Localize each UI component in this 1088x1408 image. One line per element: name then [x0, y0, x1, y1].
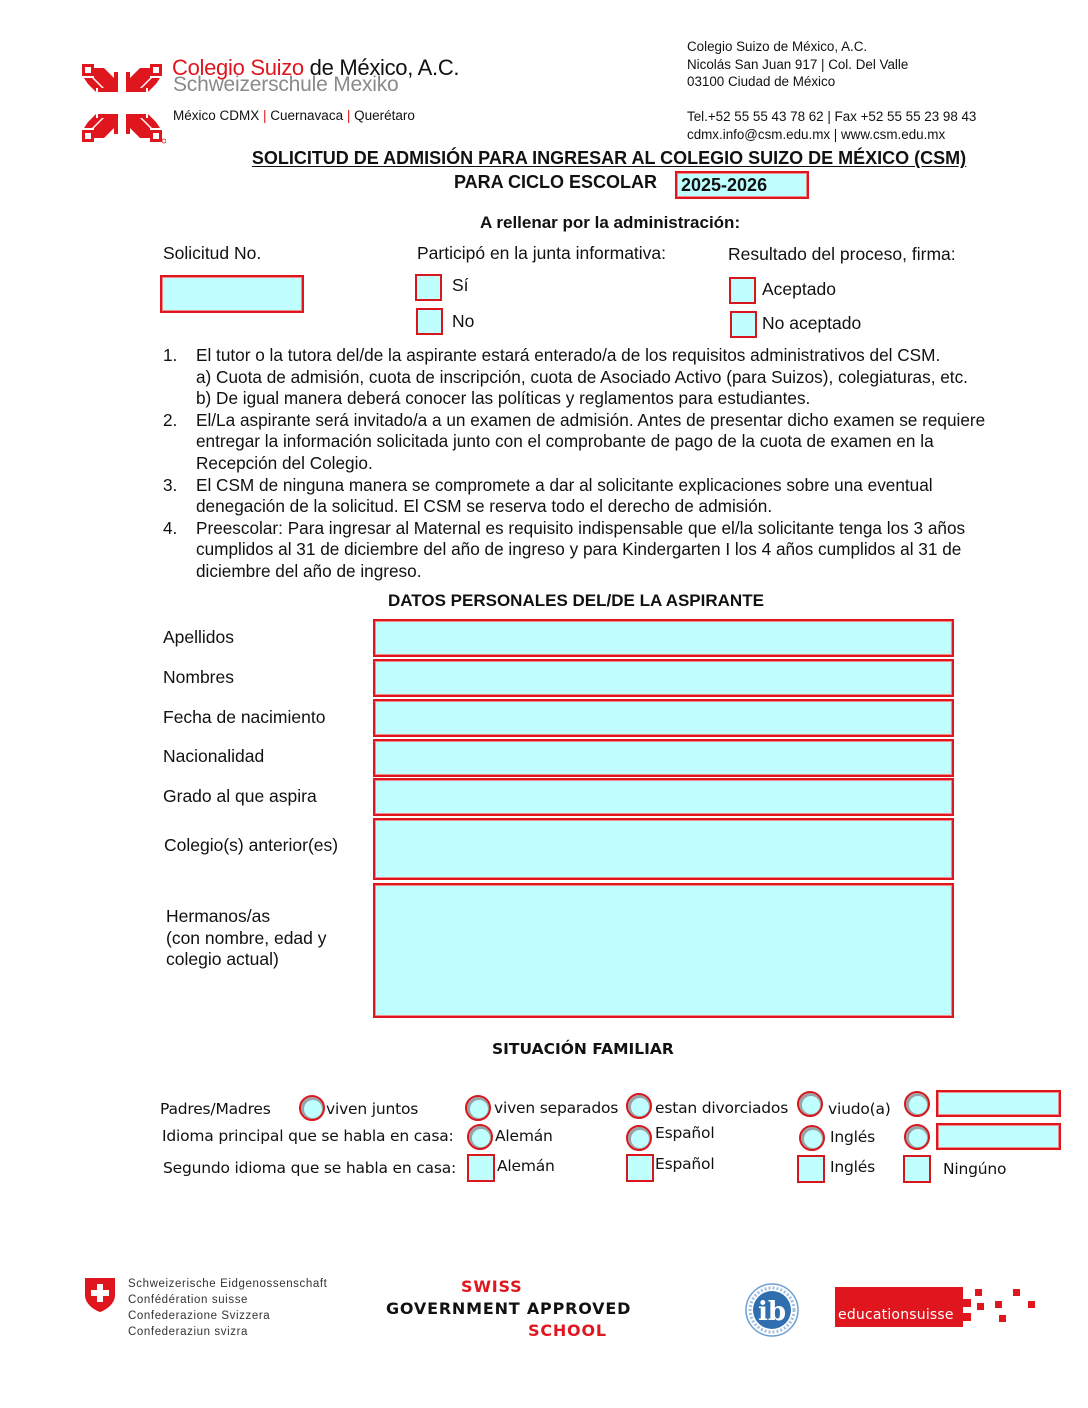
padres-juntos-label: viven juntos [326, 1100, 419, 1118]
school-subname: Schweizerschule Mexiko [173, 73, 399, 96]
nombres-label: Nombres [163, 667, 234, 687]
educationsuisse-pixel-icon [955, 1287, 1040, 1329]
idioma-principal-label: Idioma principal que se habla en casa: [162, 1127, 454, 1145]
junta-no-checkbox[interactable] [416, 308, 443, 335]
segundo-idioma-espanol-label: Español [655, 1155, 715, 1173]
padres-divorciados-radio[interactable] [626, 1093, 652, 1119]
cycle-row [454, 172, 657, 193]
junta-label: Participó en la junta informativa: [417, 243, 667, 263]
padres-label: Padres/Madres [160, 1100, 271, 1118]
school-cycle-field[interactable]: 2025-2026 [675, 171, 809, 199]
segundo-idioma-aleman-label: Alemán [497, 1157, 555, 1175]
solicitud-number-field[interactable] [160, 275, 304, 313]
padres-separados-label: viven separados [494, 1099, 619, 1117]
school-name: Colegio Suizo de México, A.C. [172, 55, 460, 80]
rule-item: 2. El/La aspirante será invitado/a a un examen de admisión. Antes de presentar dicho examen se requiere entregar la información solicitada junto con el comprobante de pago de la cuota de examen en la Recepción del Colegio. [163, 409, 986, 473]
idioma-principal-espanol-label: Español [655, 1124, 715, 1142]
idioma-principal-other-radio[interactable] [904, 1124, 930, 1150]
junta-si-label: Sí [452, 275, 469, 295]
personal-data-heading: DATOS PERSONALES DEL/DE LA ASPIRANTE [388, 591, 764, 610]
nombres-field[interactable] [373, 659, 954, 697]
four-arrows-logo-icon [80, 62, 166, 144]
padres-viudo-radio[interactable] [797, 1091, 823, 1117]
solicitud-label: Solicitud No. [163, 243, 262, 263]
hermanos-label: Hermanos/as (con nombre, edad y colegio actual) [166, 906, 327, 969]
aceptado-label: Aceptado [762, 279, 836, 299]
nacionalidad-label: Nacionalidad [163, 746, 265, 766]
segundo-idioma-aleman-checkbox[interactable] [467, 1154, 495, 1182]
apellidos-field[interactable] [373, 619, 954, 657]
nacionalidad-field[interactable] [373, 739, 954, 777]
resultado-label: Resultado del proceso, firma: [728, 244, 956, 264]
idioma-principal-espanol-radio[interactable] [626, 1125, 652, 1151]
school-locations: México CDMX | Cuernavaca | Querétaro [173, 108, 415, 123]
idioma-principal-other-field[interactable] [936, 1123, 1061, 1150]
cycle-label: PARA CICLO ESCOLAR [454, 172, 658, 192]
admission-rules-list [163, 345, 1003, 583]
hermanos-field[interactable] [373, 883, 954, 1018]
rule-item: 1. El tutor o la tutora del/de la aspirante estará enterado/a de los requisitos administrativos del CSM. a) Cuota de admisión, cuota de inscripción, cuota de Asociado Activo (para Suizos), colegiaturas, etc. b) De igual manera deberá conocer las políticas y reglamentos para estudiantes. [163, 345, 968, 409]
segundo-idioma-ingles-label: Inglés [830, 1158, 875, 1176]
swiss-confederation-text: Schweizerische Eidgenossenschaft Confédération suisse Confederazione Svizzera Confederaziun svizra [128, 1278, 328, 1338]
school-address: Colegio Suizo de México, A.C. Nicolás San Juan 917 | Col. Del Valle 03100 Ciudad de México Tel.+52 55 55 43 78 62 | Fax +52 55 55 23 98 43 cdmx.info@csm.edu.mx | www.csm.edu.mx [687, 39, 977, 142]
no-aceptado-label: No aceptado [762, 313, 862, 333]
grado-label: Grado al que aspira [163, 786, 317, 806]
idioma-principal-aleman-label: Alemán [495, 1127, 553, 1145]
segundo-idioma-ninguno-checkbox[interactable] [903, 1155, 931, 1183]
rule-item: 4. Preescolar: Para ingresar al Maternal es requisito indispensable que el/la solicitante tenga los 3 años cumplidos al 31 de diciembre del año de ingreso y para Kindergarten I los 4 años cumplidos al 31 de diciembre del año de ingreso. [163, 517, 966, 581]
idioma-principal-ingles-label: Inglés [830, 1128, 875, 1146]
segundo-idioma-espanol-checkbox[interactable] [626, 1154, 654, 1182]
fecha-nacimiento-label: Fecha de nacimiento [163, 707, 326, 727]
padres-other-field[interactable] [936, 1090, 1061, 1117]
padres-viudo-label: viudo(a) [828, 1100, 891, 1118]
colegio-anterior-field[interactable] [373, 818, 954, 880]
swiss-shield-icon [84, 1277, 116, 1313]
padres-juntos-radio[interactable] [299, 1095, 325, 1121]
padres-other-radio[interactable] [904, 1091, 930, 1117]
padres-divorciados-label: estan divorciados [655, 1099, 789, 1117]
apellidos-label: Apellidos [163, 627, 235, 647]
segundo-idioma-label: Segundo idioma que se habla en casa: [163, 1159, 457, 1177]
fecha-nacimiento-field[interactable] [373, 699, 954, 737]
svg-text:ib: ib [757, 1297, 787, 1327]
ib-world-school-logo-icon [741, 1282, 803, 1338]
aceptado-checkbox[interactable] [729, 277, 756, 304]
admin-heading: A rellenar por la administración: [480, 213, 741, 232]
colegio-anterior-label: Colegio(s) anterior(es) [164, 835, 339, 855]
educationsuisse-logo: educationsuisse [835, 1287, 959, 1327]
junta-si-checkbox[interactable] [415, 274, 442, 301]
segundo-idioma-ninguno-label: Ningúno [943, 1160, 1007, 1178]
idioma-principal-ingles-radio[interactable] [799, 1125, 825, 1151]
idioma-principal-aleman-radio[interactable] [467, 1124, 493, 1150]
grado-field[interactable] [373, 778, 954, 816]
family-heading: SITUACIÓN FAMILIAR [492, 1040, 674, 1058]
padres-separados-radio[interactable] [465, 1095, 491, 1121]
segundo-idioma-ingles-checkbox[interactable] [797, 1155, 825, 1183]
junta-no-label: No [452, 311, 475, 331]
rule-item: 3. El CSM de ninguna manera se compromete a dar al solicitante explicaciones sobre una eventual denegación de la solicitud. El CSM se reserva todo el derecho de admisión. [163, 474, 933, 517]
form-title: SOLICITUD DE ADMISIÓN PARA INGRESAR AL COLEGIO SUIZO DE MÉXICO (CSM) [251, 148, 967, 168]
no-aceptado-checkbox[interactable] [730, 311, 757, 338]
